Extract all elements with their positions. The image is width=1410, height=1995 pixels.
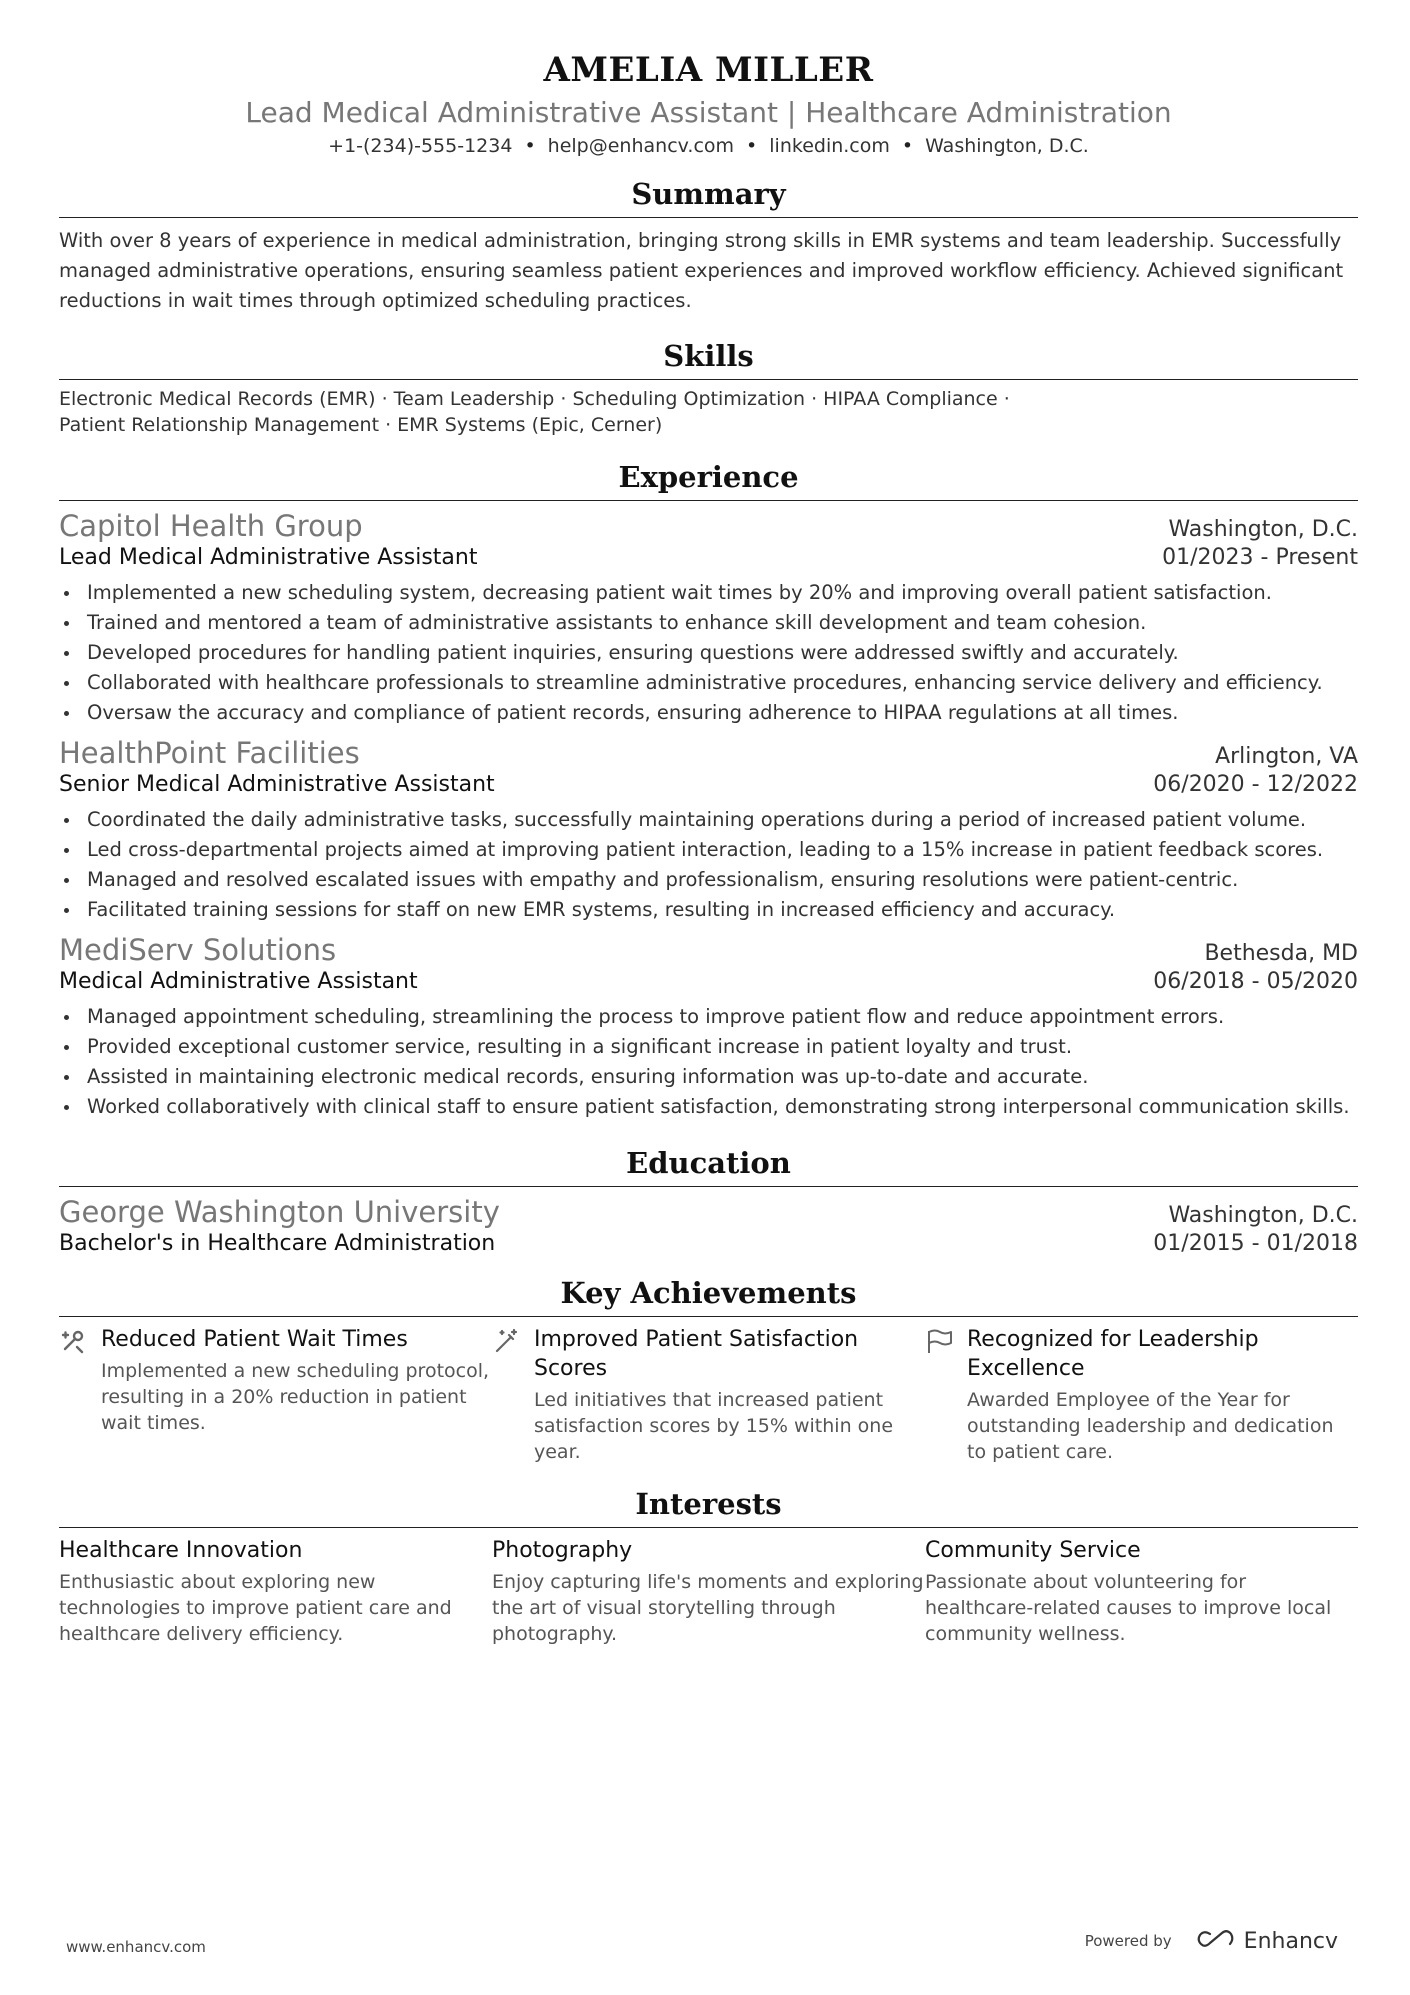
summary-section	[59, 177, 1358, 316]
job-company: Capitol Health Group	[59, 509, 363, 543]
interests-heading: Interests	[59, 1487, 1358, 1528]
list-item: Provided exceptional customer service, resulting in a significant increase in patient loyalty and trust.	[59, 1032, 1358, 1062]
education-dates: 01/2015 - 01/2018	[1153, 1231, 1358, 1256]
flag-icon	[925, 1325, 967, 1465]
interests-section	[59, 1487, 1358, 1647]
footer-website-link[interactable]: www.enhancv.com	[66, 1938, 206, 1956]
skills-line: Patient Relationship Management · EMR Systems (Epic, Cerner)	[59, 414, 663, 436]
enhancv-brand[interactable]: Enhancv	[1243, 1928, 1338, 1954]
achievements-section	[59, 1276, 1358, 1465]
achievement-title: Improved Patient Satisfaction Scores	[534, 1327, 859, 1381]
list-item: Led cross-departmental projects aimed at improving patient interaction, leading to a 15% increase in patient feedback scores.	[59, 835, 1358, 865]
degree: Bachelor's in Healthcare Administration	[59, 1231, 496, 1256]
enhancv-logo-icon	[1196, 1928, 1236, 1954]
achievement-description: Implemented a new scheduling protocol, resulting in a 20% reduction in patient wait times.	[101, 1360, 490, 1434]
job-dates: 06/2020 - 12/2022	[1153, 772, 1358, 797]
list-item: Coordinated the daily administrative tasks, successfully maintaining operations during a period of increased patient volume.	[59, 805, 1358, 835]
interest-item	[925, 1536, 1358, 1647]
contact-location: Washington, D.C.	[925, 135, 1089, 157]
achievement-item	[492, 1325, 925, 1465]
summary-heading: Summary	[59, 177, 1358, 218]
education-heading: Education	[59, 1146, 1358, 1187]
school-location: Washington, D.C.	[1168, 1203, 1358, 1228]
job-role: Medical Administrative Assistant	[59, 969, 418, 994]
summary-text: With over 8 years of experience in medical administration, bringing strong skills in EMR systems and team leadership. Successfully managed administrative operations, ensuring seamless patient experiences and improved workflow efficiency. Achieved significant reductions in wait times through optimized scheduling practices.	[59, 229, 1344, 312]
interest-description: Passionate about volunteering for healthcare-related causes to improve local community wellness.	[925, 1571, 1332, 1645]
job-bullets	[59, 1002, 1358, 1122]
school-name: George Washington University	[59, 1195, 500, 1229]
bullet-separator: •	[901, 135, 914, 157]
wrench-icon	[59, 1325, 101, 1465]
achievement-description: Awarded Employee of the Year for outstanding leadership and dedication to patient care.	[967, 1389, 1334, 1463]
interest-item	[492, 1536, 925, 1647]
job-company: HealthPoint Facilities	[59, 736, 360, 770]
achievement-title: Recognized for Leadership Excellence	[967, 1327, 1259, 1381]
list-item: Implemented a new scheduling system, decreasing patient wait times by 20% and improving overall patient satisfaction.	[59, 578, 1358, 608]
interest-title: Community Service	[925, 1538, 1141, 1563]
job-role: Senior Medical Administrative Assistant	[59, 772, 495, 797]
contact-email[interactable]: help@enhancv.com	[547, 135, 735, 157]
candidate-name: AMELIA MILLER	[543, 50, 874, 90]
job-role: Lead Medical Administrative Assistant	[59, 545, 478, 570]
experience-heading: Experience	[59, 460, 1358, 501]
interest-title: Photography	[492, 1538, 633, 1563]
job-bullets	[59, 805, 1358, 925]
job-company: MediServ Solutions	[59, 933, 337, 967]
interest-description: Enthusiastic about exploring new technologies to improve patient care and healthcare delivery efficiency.	[59, 1571, 452, 1645]
magic-wand-icon	[492, 1325, 534, 1465]
skills-line: Electronic Medical Records (EMR) · Team Leadership · Scheduling Optimization · HIPAA Compliance ·	[59, 388, 1010, 410]
achievement-description: Led initiatives that increased patient satisfaction scores by 15% within one year.	[534, 1389, 894, 1463]
list-item: Facilitated training sessions for staff on new EMR systems, resulting in increased efficiency and accuracy.	[59, 895, 1358, 925]
bullet-separator: •	[524, 135, 536, 157]
experience-section	[59, 460, 1358, 1122]
contact-phone[interactable]: +1-(234)-555-1234	[328, 135, 513, 157]
job-entry	[59, 736, 1358, 925]
contact-linkedin[interactable]: linkedin.com	[769, 135, 890, 157]
candidate-headline: Lead Medical Administrative Assistant | Healthcare Administration	[245, 96, 1172, 129]
list-item: Assisted in maintaining electronic medical records, ensuring information was up-to-date and accurate.	[59, 1062, 1358, 1092]
achievements-heading: Key Achievements	[59, 1276, 1358, 1317]
skills-section	[59, 339, 1358, 438]
job-dates: 06/2018 - 05/2020	[1153, 969, 1358, 994]
list-item: Oversaw the accuracy and compliance of patient records, ensuring adherence to HIPAA regulations at all times.	[59, 698, 1358, 728]
list-item: Managed appointment scheduling, streamlining the process to improve patient flow and reduce appointment errors.	[59, 1002, 1358, 1032]
skills-list	[59, 386, 1358, 438]
job-location: Bethesda, MD	[1204, 941, 1358, 966]
job-bullets	[59, 578, 1358, 728]
education-section	[59, 1146, 1358, 1256]
bullet-separator: •	[746, 135, 758, 157]
contact-line	[59, 135, 1358, 157]
interest-description: Enjoy capturing life's moments and exploring the art of visual storytelling through photography.	[492, 1571, 924, 1645]
job-dates: 01/2023 - Present	[1162, 545, 1358, 570]
job-entry	[59, 933, 1358, 1122]
achievement-item	[59, 1325, 492, 1465]
footer-branding	[1085, 1928, 1338, 1954]
skills-heading: Skills	[59, 339, 1358, 380]
list-item: Developed procedures for handling patient inquiries, ensuring questions were addressed swiftly and accurately.	[59, 638, 1358, 668]
resume-page	[59, 0, 1358, 1647]
interest-title: Healthcare Innovation	[59, 1538, 303, 1563]
interest-item	[59, 1536, 492, 1647]
powered-by-label: Powered by	[1084, 1932, 1172, 1950]
list-item: Managed and resolved escalated issues with empathy and professionalism, ensuring resolutions were patient-centric.	[59, 865, 1358, 895]
achievement-item	[925, 1325, 1358, 1465]
job-entry	[59, 509, 1358, 728]
list-item: Worked collaboratively with clinical staff to ensure patient satisfaction, demonstrating strong interpersonal communication skills.	[59, 1092, 1358, 1122]
job-location: Washington, D.C.	[1168, 517, 1358, 542]
job-location: Arlington, VA	[1215, 744, 1358, 769]
list-item: Collaborated with healthcare professionals to streamline administrative procedures, enhancing service delivery and efficiency.	[59, 668, 1358, 698]
list-item: Trained and mentored a team of administrative assistants to enhance skill development and team cohesion.	[59, 608, 1358, 638]
achievement-title: Reduced Patient Wait Times	[101, 1327, 408, 1352]
